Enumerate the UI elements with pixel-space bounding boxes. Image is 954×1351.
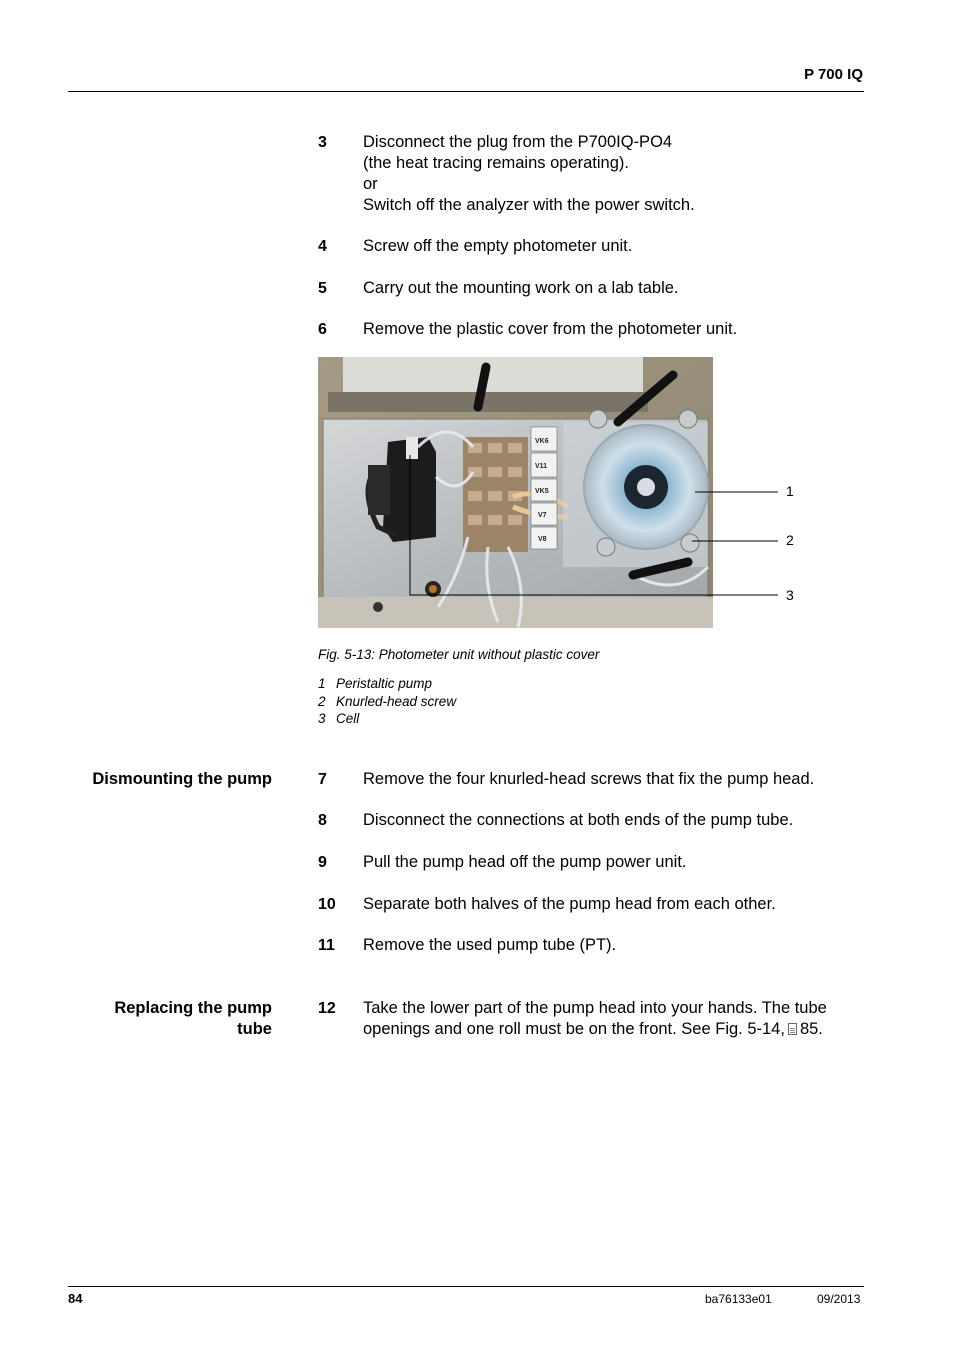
step-text: Disconnect the plug from the P700IQ-PO4 (the heat tracing remains operating). or Switch off the analyzer with the power switch. — [363, 133, 695, 214]
step-text: Separate both halves of the pump head from each other. — [363, 895, 776, 913]
step-number: 6 — [318, 321, 327, 338]
step-number: 8 — [318, 812, 327, 829]
page-reference-link[interactable]: 85. — [799, 1020, 823, 1038]
step-number: 12 — [318, 1000, 336, 1017]
page-header-title: P 700 IQ — [804, 66, 863, 83]
step-number: 10 — [318, 896, 336, 913]
figure-legend — [318, 675, 456, 728]
step-number: 7 — [318, 771, 327, 788]
photo-tag-vk6: VK6 — [535, 438, 549, 445]
step-text: Remove the four knurled-head screws that fix the pump head. — [363, 770, 815, 788]
step-number: 4 — [318, 238, 327, 255]
step-number: 9 — [318, 854, 327, 871]
legend-item: 2 Knurled-head screw — [318, 693, 457, 709]
callout-1: 1 — [786, 483, 794, 499]
step-text: Pull the pump head off the pump power unit. — [363, 853, 687, 871]
step-number: 5 — [318, 280, 327, 297]
legend-item: 3 Cell — [318, 711, 360, 726]
section-heading-dismounting: Dismounting the pump — [92, 770, 272, 788]
photo-tag-vk5: VK5 — [535, 488, 549, 495]
step-number: 3 — [318, 134, 327, 151]
step-text: Remove the used pump tube (PT). — [363, 936, 617, 954]
footer-rule — [68, 1286, 864, 1287]
step-text: Take the lower part of the pump head into your hands. The tube openings and one roll must be on the front. See Fig. 5-14, 85. — [363, 999, 827, 1038]
step-text: Disconnect the connections at both ends of the pump tube. — [363, 811, 794, 829]
document-id: ba76133e01 — [705, 1292, 772, 1306]
step-text: Screw off the empty photometer unit. — [363, 237, 633, 255]
legend-item: 1 Peristaltic pump — [318, 676, 433, 691]
step-text: Carry out the mounting work on a lab table. — [363, 279, 679, 297]
callout-2: 2 — [786, 532, 794, 548]
photo-tag-v7: V7 — [538, 512, 547, 519]
photo-tag-v11: V11 — [535, 463, 548, 470]
photo-tag-v8: V8 — [538, 536, 547, 543]
document-date: 09/2013 — [817, 1292, 861, 1306]
step-number: 11 — [318, 937, 335, 954]
figure-caption: Fig. 5-13: Photometer unit without plastic cover — [318, 647, 600, 662]
section-heading-replacing: Replacing the pump tube — [114, 999, 272, 1038]
callout-3: 3 — [786, 587, 794, 603]
step-text: Remove the plastic cover from the photometer unit. — [363, 320, 738, 338]
page-number: 84 — [68, 1291, 83, 1306]
page-reference-icon — [788, 1023, 797, 1035]
